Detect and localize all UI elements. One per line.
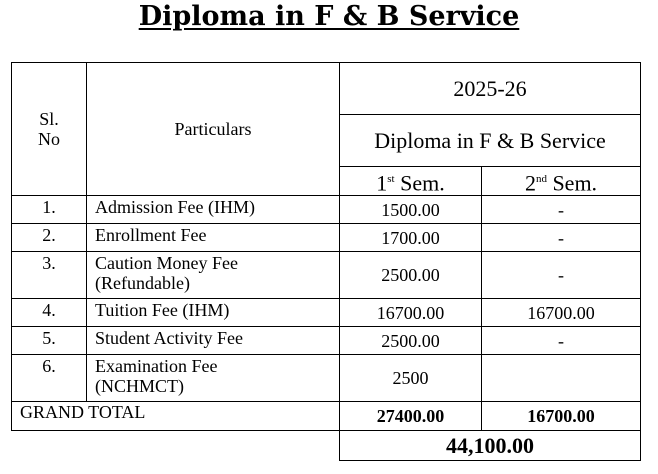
header-sem2 bbox=[482, 167, 641, 196]
row-particular-line2: (Refundable) bbox=[95, 273, 190, 293]
sem2-label: Sem. bbox=[546, 170, 598, 196]
row-sl: 4. bbox=[12, 299, 87, 327]
sem2-suffix: nd bbox=[535, 172, 547, 185]
row-sem2: 16700.00 bbox=[482, 299, 641, 327]
row-sl: 6. bbox=[12, 355, 87, 402]
row-sl: 2. bbox=[12, 224, 87, 252]
row-particular: Tuition Fee (IHM) bbox=[87, 299, 340, 327]
sem1-suffix: st bbox=[387, 172, 395, 185]
row-sem2: - bbox=[482, 327, 641, 355]
header-sem1 bbox=[340, 167, 482, 196]
table-row bbox=[12, 299, 641, 327]
table-row bbox=[12, 252, 641, 299]
grand-total-sem2: 16700.00 bbox=[482, 402, 641, 431]
header-particulars: Particulars bbox=[87, 63, 340, 196]
row-sem1: 2500.00 bbox=[340, 252, 482, 299]
row-sem1: 2500 bbox=[340, 355, 482, 402]
row-sem1: 2500.00 bbox=[340, 327, 482, 355]
header-sl-no bbox=[12, 63, 87, 196]
grand-total-label: GRAND TOTAL bbox=[12, 402, 340, 431]
title-text: Diploma in F & B Service bbox=[138, 1, 520, 32]
header-program: Diploma in F & B Service bbox=[340, 115, 641, 167]
sem2-number: 2 bbox=[524, 170, 536, 196]
header-sl-line2: No bbox=[38, 129, 60, 149]
row-sem2: - bbox=[482, 224, 641, 252]
row-sl: 5. bbox=[12, 327, 87, 355]
row-sem1: 16700.00 bbox=[340, 299, 482, 327]
row-sl: 3. bbox=[12, 252, 87, 299]
row-particular-line2: (NCHMCT) bbox=[95, 376, 184, 396]
row-particular bbox=[87, 355, 340, 402]
grand-total-row bbox=[12, 402, 641, 431]
sem1-label: Sem. bbox=[394, 170, 445, 196]
table-row bbox=[12, 196, 641, 224]
table-row bbox=[12, 327, 641, 355]
combined-total-row bbox=[12, 431, 641, 461]
sem1-number: 1 bbox=[376, 170, 388, 196]
row-particular-line1: Caution Money Fee bbox=[95, 253, 238, 273]
row-particular-line1: Examination Fee bbox=[95, 356, 218, 376]
row-particular: Student Activity Fee bbox=[87, 327, 340, 355]
row-particular: Enrollment Fee bbox=[87, 224, 340, 252]
header-year: 2025-26 bbox=[340, 63, 641, 115]
blank-cell bbox=[12, 431, 340, 461]
row-sem1: 1500.00 bbox=[340, 196, 482, 224]
grand-total-sem1: 27400.00 bbox=[340, 402, 482, 431]
row-sem2: - bbox=[482, 252, 641, 299]
table-row bbox=[12, 224, 641, 252]
row-sem2 bbox=[482, 355, 641, 402]
page-title bbox=[0, 0, 658, 34]
table-row bbox=[12, 355, 641, 402]
row-sem2: - bbox=[482, 196, 641, 224]
row-sl: 1. bbox=[12, 196, 87, 224]
row-sem1: 1700.00 bbox=[340, 224, 482, 252]
row-particular: Admission Fee (IHM) bbox=[87, 196, 340, 224]
row-particular bbox=[87, 252, 340, 299]
header-sl-line1: Sl. bbox=[39, 109, 59, 129]
combined-total: 44,100.00 bbox=[340, 431, 641, 461]
fee-table bbox=[11, 62, 641, 461]
